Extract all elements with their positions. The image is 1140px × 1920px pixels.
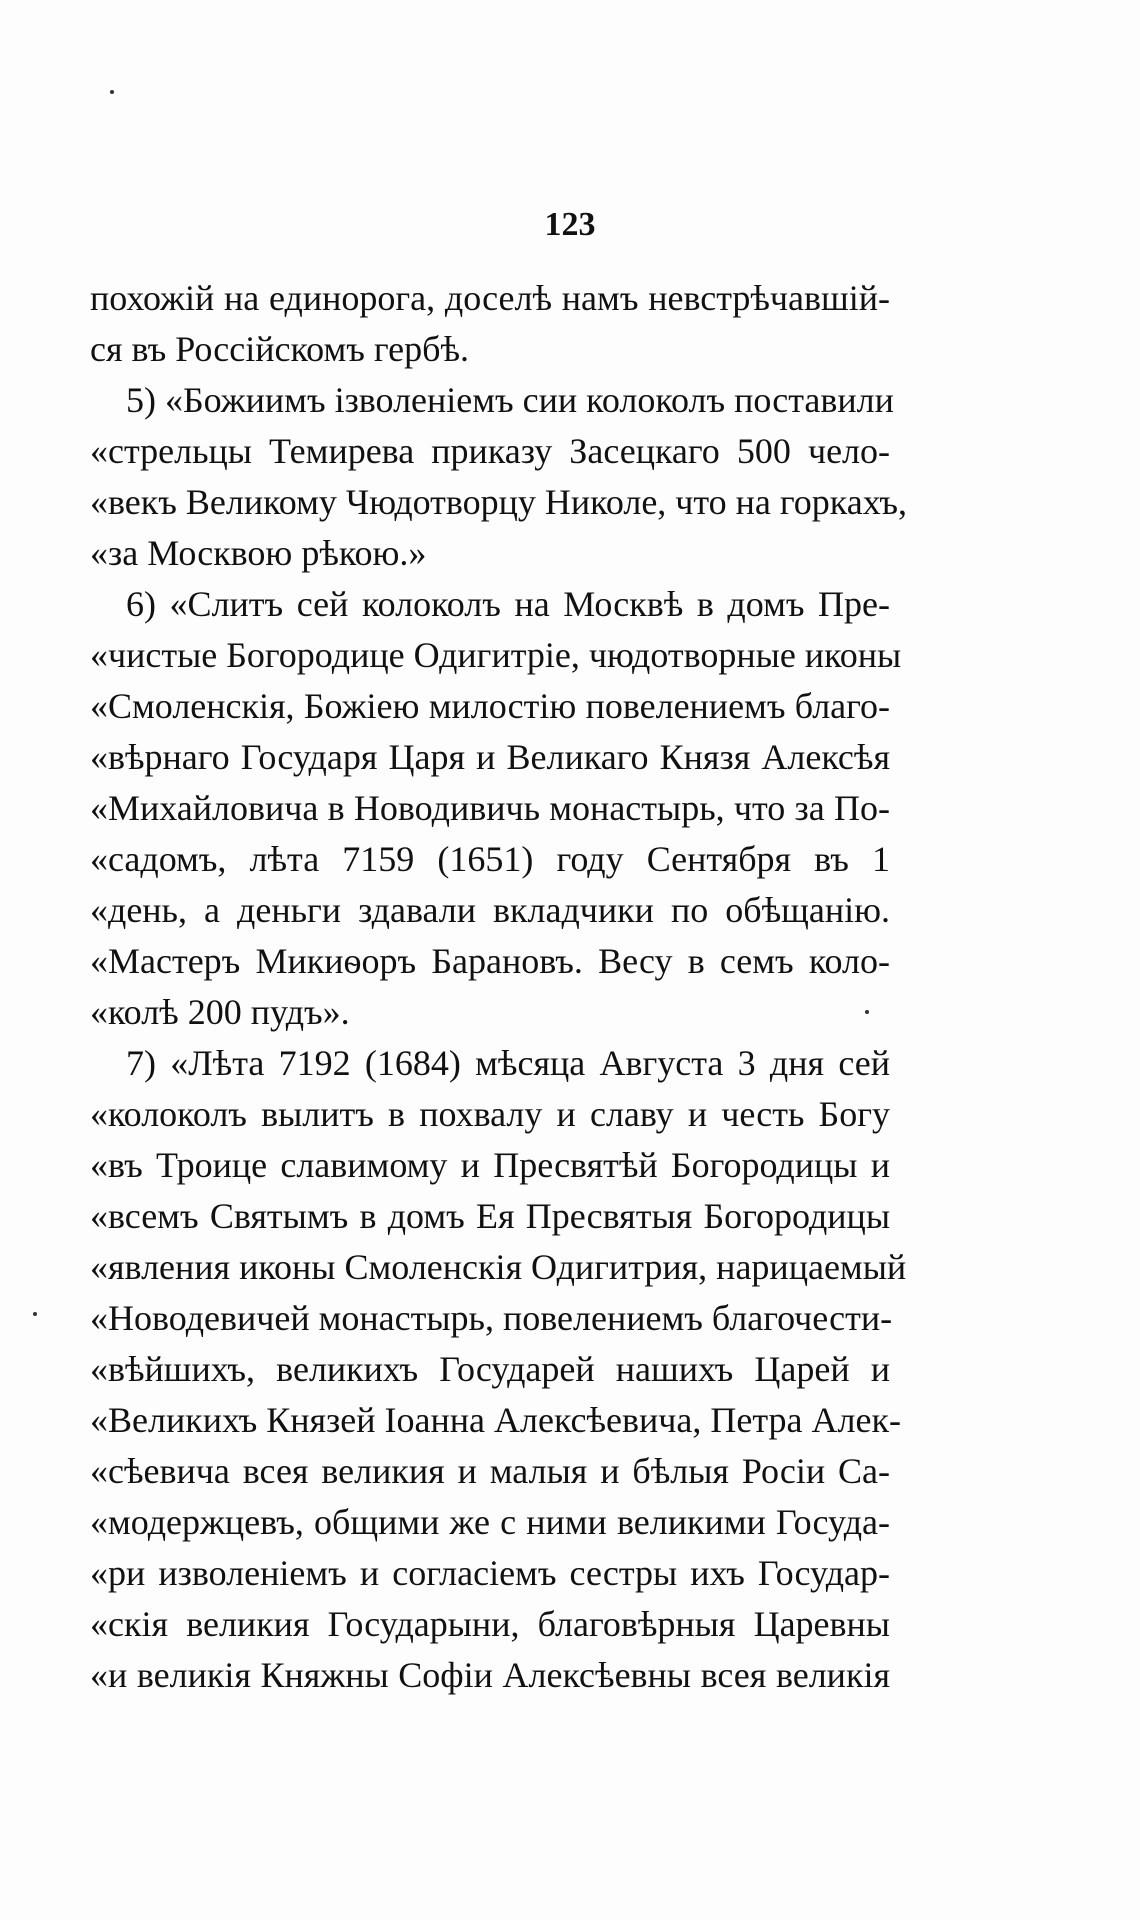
text-line: «колѣ 200 пудъ».	[90, 992, 350, 1032]
speck-mark	[33, 1312, 37, 1316]
text-line: «день, а деньги здавали вкладчики по обѣщанію.	[90, 890, 890, 930]
text-line: похожій на единорога, доселѣ намъ невстрѣчавшій-	[90, 278, 890, 318]
page-number: 123	[544, 206, 596, 243]
text-line: «модержцевъ, общими же с ними великими Госуда-	[90, 1502, 890, 1542]
text-line: «колоколъ вылитъ в похвалу и славу и честь Богу	[90, 1094, 890, 1134]
text-line: «векъ Великому Чюдотворцу Николе, что на горкахъ,	[90, 482, 907, 522]
text-line: 7) «Лѣта 7192 (1684) мѣсяца Августа 3 дня сей	[126, 1043, 890, 1083]
text-line: «Смоленскія, Божіею милостію повелениемъ благо-	[90, 686, 890, 726]
text-line: 6) «Слитъ сей колоколъ на Москвѣ в домъ Пре-	[126, 584, 890, 624]
text-line: «за Москвою рѣкою.»	[90, 533, 427, 573]
text-line: 5) «Божиимъ ізволеніемъ сии колоколъ поставили	[126, 380, 894, 420]
text-line: «вѣйшихъ, великихъ Государей нашихъ Царей и	[90, 1349, 890, 1389]
text-line: «и великія Княжны Софіи Алексѣевны всея великія	[90, 1655, 890, 1695]
text-line: «Новодевичей монастырь, повелениемъ благочести-	[90, 1298, 893, 1338]
text-line: ся въ Россійскомъ гербѣ.	[90, 329, 469, 369]
text-line: «въ Троице славимому и Пресвятѣй Богородицы и	[90, 1145, 890, 1185]
text-line: «Великихъ Князей Іоанна Алексѣевича, Петра Алек-	[90, 1400, 901, 1440]
text-line: «чистые Богородице Одигитріе, чюдотворные иконы	[90, 635, 902, 675]
text-line: «Михайловича в Новодивичь монастырь, что за По-	[90, 788, 890, 828]
text-line: «вѣрнаго Государя Царя и Великаго Князя Алексѣя	[90, 737, 890, 777]
text-line: «стрельцы Темирева приказу Засецкаго 500 чело-	[90, 431, 890, 471]
text-line: «сѣевича всея великия и малыя и бѣлыя Росіи Са-	[90, 1451, 890, 1491]
text-line: «явления иконы Смоленскія Одигитрия, нарицаемый	[90, 1247, 907, 1287]
text-line: «ри изволеніемъ и согласіемъ сестры ихъ Государ-	[90, 1553, 890, 1593]
text-line: «скія великия Государыни, благовѣрныя Царевны	[90, 1604, 890, 1644]
text-line: «садомъ, лѣта 7159 (1651) году Сентября въ 1	[90, 839, 890, 879]
speck-mark	[110, 90, 114, 94]
text-line: «всемъ Святымъ в домъ Ея Пресвятыя Богородицы	[90, 1196, 890, 1236]
text-line: «Мастеръ Микиѳоръ Барановъ. Весу в семъ коло-	[90, 941, 890, 981]
